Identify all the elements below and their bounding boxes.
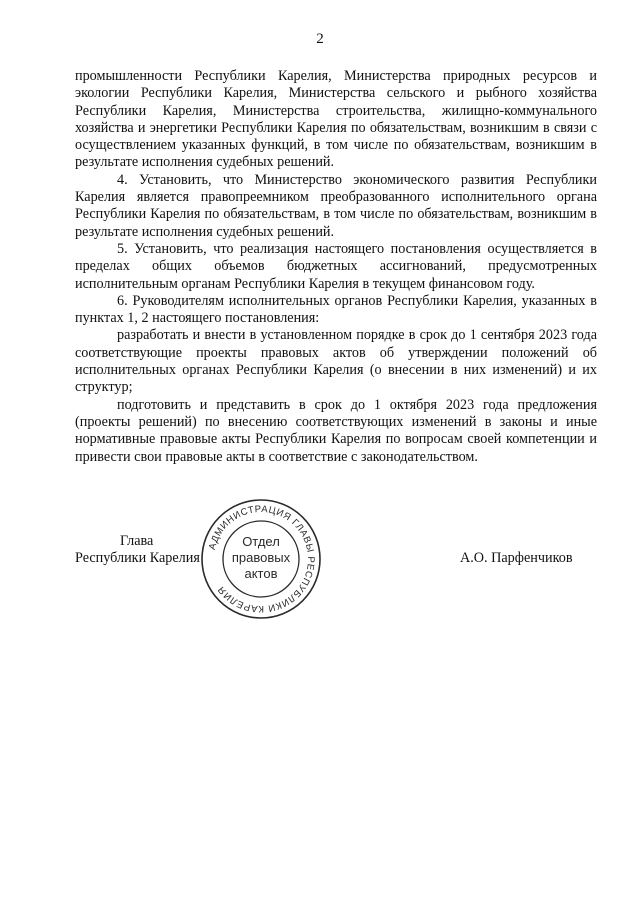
paragraph-subitem-develop: разработать и внести в установленном порядке в срок до 1 сентября 2023 года соответствующие проекты правовых актов об утверждении положений об исполнительных органах Республики Карелия (о внесении в них изменений) и их структур; (75, 327, 597, 396)
paragraph-item-6: 6. Руководителям исполнительных органов Республики Карелия, указанных в пунктах 1, 2 настоящего постановления: (75, 292, 597, 327)
paragraph-item-5: 5. Установить, что реализация настоящего постановления осуществляется в пределах общих объемов бюджетных ассигнований, предусмотренных исполнительным органам Республики Карелия в текущем финансовом году. (75, 240, 597, 292)
document-body (75, 68, 597, 466)
stamp-ring-textpath: АДМИНИСТРАЦИЯ ГЛАВЫ РЕСПУБЛИКИ КАРЕЛИЯ (206, 503, 317, 615)
official-stamp (199, 497, 323, 621)
signatory-title-line2: Республики Карелия (75, 550, 200, 567)
signatory-title (75, 533, 200, 568)
stamp-center-line2: правовых (231, 550, 291, 565)
stamp-center-line1: Отдел (242, 534, 280, 549)
paragraph-item-4: 4. Установить, что Министерство экономического развития Республики Карелия является правопреемником преобразованного исполнительного органа Республики Карелия по обязательствам, в том числе по обязательствам, возникшим в результате исполнения судебных решений. (75, 171, 597, 240)
page-number: 2 (316, 31, 324, 47)
stamp-center-line3: актов (244, 566, 278, 581)
signatory-name: А.О. Парфенчиков (460, 550, 573, 566)
paragraph-continuation: промышленности Республики Карелия, Министерства природных ресурсов и экологии Республики Карелия, Министерства сельского и рыбного хозяйства Республики Карелия, Министерства строительства, жилищно-коммунального хозяйства и энергетики Республики Карелия по обязательствам, возникшим в связи с осуществлением указанных функций, в том числе по обязательствам, возникшим в результате исполнения судебных решений. (75, 68, 597, 171)
signatory-title-line1: Глава (120, 533, 154, 549)
paragraph-subitem-prepare: подготовить и представить в срок до 1 октября 2023 года предложения (проекты решений) по внесению соответствующих изменений в законы и иные нормативные правовые акты Республики Карелия по вопросам своей компетенции и привести свои правовые акты в соответствие с законодательством. (75, 396, 597, 465)
